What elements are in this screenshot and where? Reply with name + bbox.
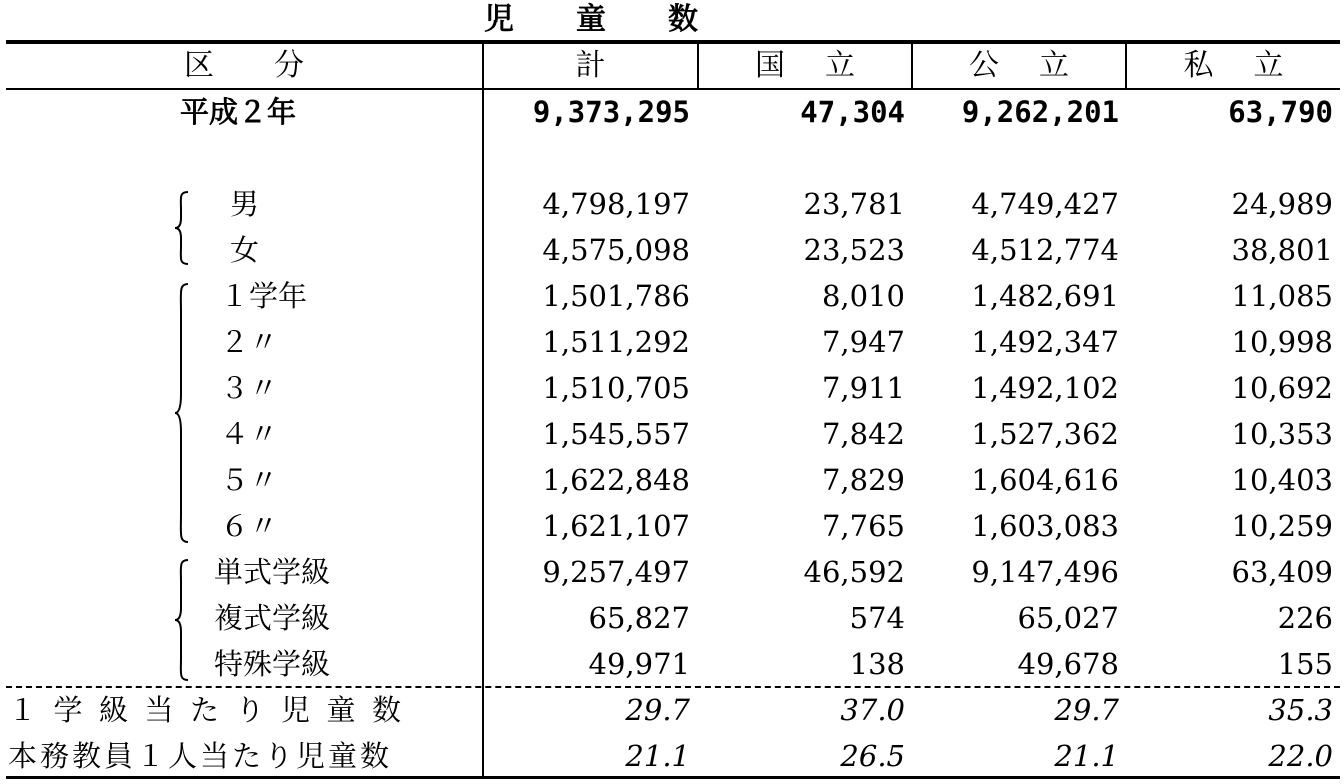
cell-grade6-private: 10,259	[1231, 509, 1333, 543]
cell-grade1-public: 1,482,691	[971, 279, 1119, 313]
row-label-grade5: ５〃	[220, 463, 279, 497]
cell-single-national: 46,592	[803, 555, 905, 589]
row-label-multi: 複式学級	[214, 601, 331, 635]
row-label-single: 単式学級	[214, 555, 331, 589]
cell-per-teacher-total: 21.1	[625, 739, 690, 773]
cell-female-public: 4,512,774	[971, 233, 1119, 267]
cell-special-public: 49,678	[1017, 647, 1119, 681]
cell-grade2-private: 10,998	[1231, 325, 1333, 359]
cell-grade6-total: 1,621,107	[542, 509, 690, 543]
cell-grade4-public: 1,527,362	[971, 417, 1119, 451]
cell-grade5-private: 10,403	[1231, 463, 1333, 497]
header-total: 計	[575, 48, 606, 83]
cell-grade4-national: 7,842	[821, 417, 905, 451]
cell-grade2-total: 1,511,292	[542, 325, 690, 359]
cell-per-class-national: 37.0	[840, 693, 905, 727]
cell-grade3-national: 7,911	[821, 371, 905, 405]
cell-single-public: 9,147,496	[971, 555, 1119, 589]
cell-grade1-national: 8,010	[821, 279, 905, 313]
class-type-brace	[172, 558, 192, 682]
row-label-year: 平成２年	[180, 95, 297, 129]
cell-per-teacher-public: 21.1	[1054, 739, 1119, 773]
row-label-grade2: ２〃	[220, 325, 279, 359]
cell-single-total: 9,257,497	[542, 555, 690, 589]
header-private: 私立	[1183, 48, 1324, 83]
cell-per-teacher-private: 22.0	[1268, 739, 1333, 773]
cell-grade4-total: 1,545,557	[542, 417, 690, 451]
row-label-grade4: ４〃	[220, 417, 279, 451]
cell-male-public: 4,749,427	[971, 187, 1119, 221]
row-label-male: 男	[230, 187, 260, 221]
gender-brace	[172, 190, 192, 266]
header-national: 国立	[755, 48, 895, 83]
cell-special-private: 155	[1277, 647, 1333, 681]
cell-year-public: 9,262,201	[961, 95, 1119, 129]
header-category: 区分	[184, 48, 364, 83]
cell-grade5-total: 1,622,848	[542, 463, 690, 497]
cell-grade2-public: 1,492,347	[971, 325, 1119, 359]
cell-female-private: 38,801	[1231, 233, 1333, 267]
cell-grade3-total: 1,510,705	[542, 371, 690, 405]
cell-year-private: 63,790	[1228, 95, 1333, 129]
cell-year-national: 47,304	[800, 95, 905, 129]
row-label-grade6: ６〃	[220, 509, 279, 543]
header-public: 公立	[969, 48, 1109, 83]
row-label-female: 女	[230, 233, 260, 267]
cell-special-total: 49,971	[588, 647, 690, 681]
top-rule	[6, 40, 1340, 44]
cell-single-private: 63,409	[1231, 555, 1333, 589]
cell-male-total: 4,798,197	[542, 187, 690, 221]
cell-male-national: 23,781	[803, 187, 905, 221]
cell-grade2-national: 7,947	[821, 325, 905, 359]
row-label-grade1: １学年	[220, 279, 308, 313]
cell-male-private: 24,989	[1231, 187, 1333, 221]
cell-multi-private: 226	[1277, 601, 1333, 635]
row-label-special: 特殊学級	[214, 647, 331, 681]
cell-year-total: 9,373,295	[532, 95, 690, 129]
cell-grade4-private: 10,353	[1231, 417, 1333, 451]
cell-per-teacher-national: 26.5	[840, 739, 905, 773]
cell-special-national: 138	[849, 647, 905, 681]
row-label-per-class: １学級当たり児童数	[8, 693, 418, 727]
cell-grade1-private: 11,085	[1231, 279, 1333, 313]
cell-per-class-private: 35.3	[1268, 693, 1333, 727]
table-title: 児童数	[484, 2, 760, 37]
cell-grade6-public: 1,603,083	[971, 509, 1119, 543]
row-label-grade3: ３〃	[220, 371, 279, 405]
grade-brace	[172, 282, 192, 544]
row-label-per-teacher: 本務教員１人当たり児童数	[8, 739, 393, 773]
cell-per-class-public: 29.7	[1054, 693, 1119, 727]
cell-grade3-public: 1,492,102	[971, 371, 1119, 405]
cell-female-national: 23,523	[803, 233, 905, 267]
cell-grade3-private: 10,692	[1231, 371, 1333, 405]
cell-multi-public: 65,027	[1017, 601, 1119, 635]
cell-grade6-national: 7,765	[821, 509, 905, 543]
cell-grade5-public: 1,604,616	[971, 463, 1119, 497]
cell-female-total: 4,575,098	[542, 233, 690, 267]
cell-grade5-national: 7,829	[821, 463, 905, 497]
cell-multi-national: 574	[849, 601, 905, 635]
cell-multi-total: 65,827	[588, 601, 690, 635]
cell-grade1-total: 1,501,786	[542, 279, 690, 313]
cell-per-class-total: 29.7	[625, 693, 690, 727]
